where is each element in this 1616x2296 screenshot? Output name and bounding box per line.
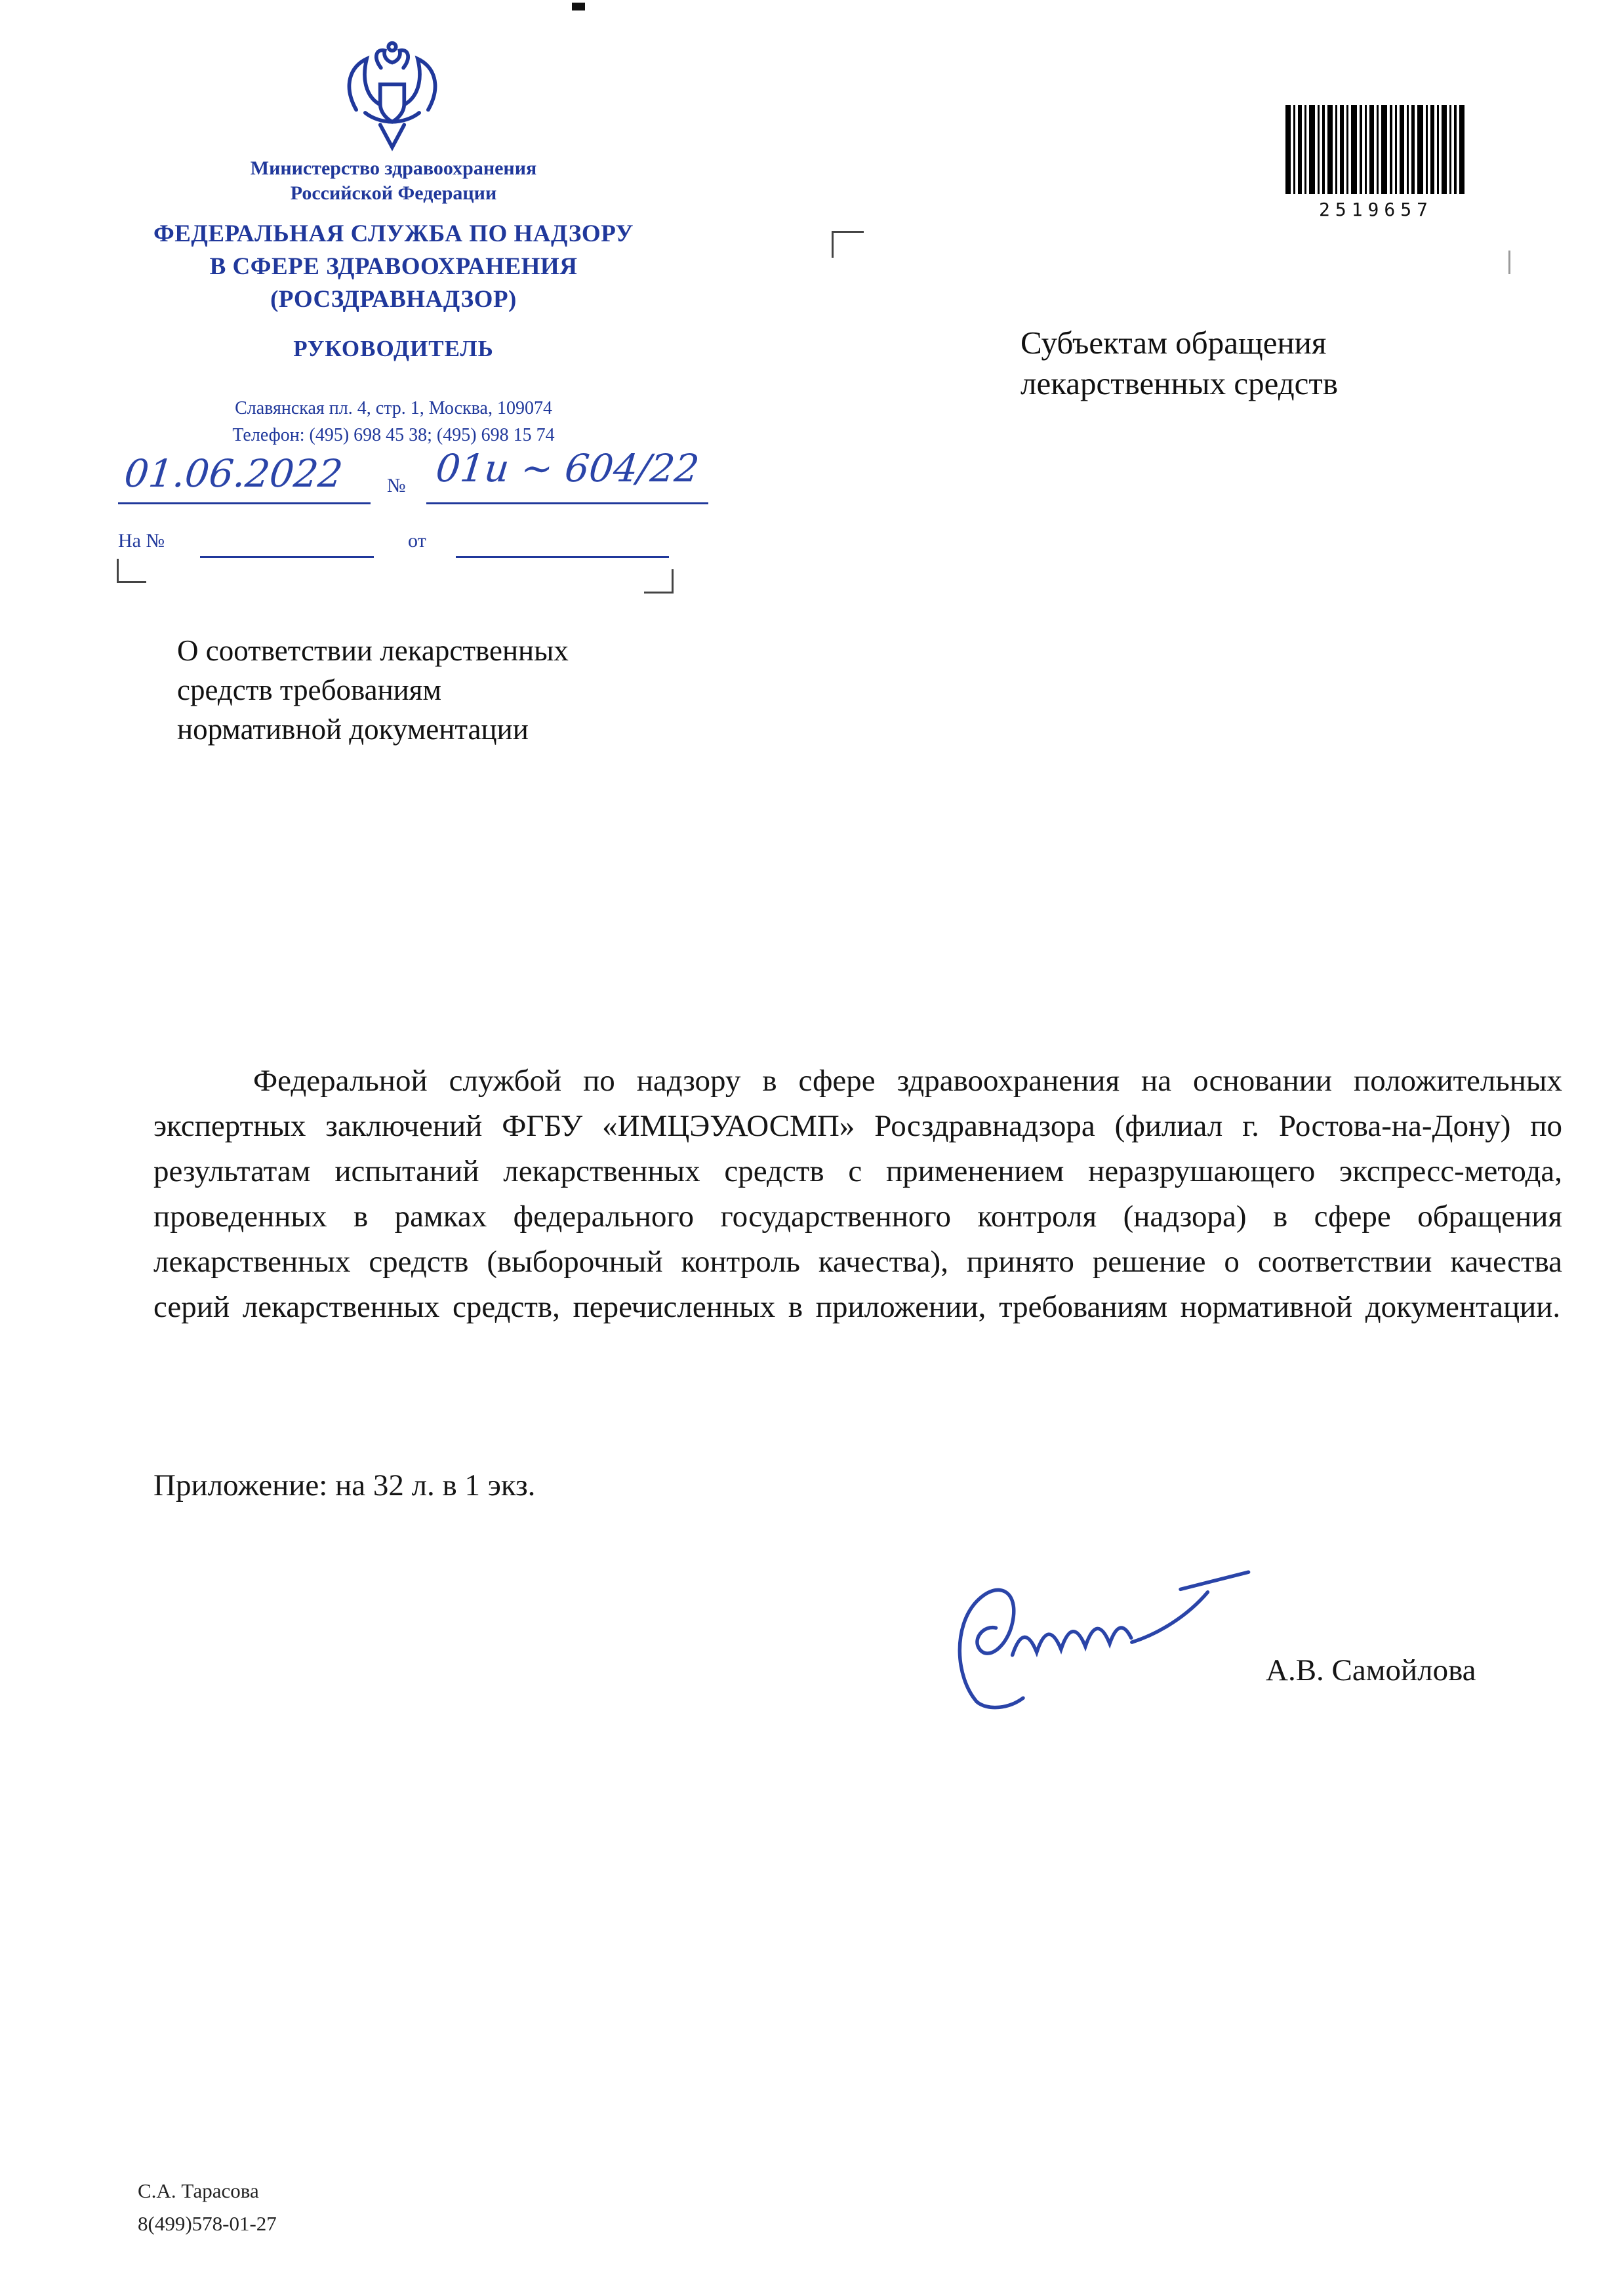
addressee-line-2: лекарственных средств — [1020, 365, 1338, 401]
handwritten-number: 01и ~ 604/22 — [434, 446, 702, 491]
executor-name: С.А. Тарасова — [138, 2179, 259, 2202]
margin-tick — [1508, 251, 1510, 274]
body-paragraph: Федеральной службой по надзору в сфере здравоохранения на основании положительных экспертных заключений ФГБУ «ИМЦЭУАОСМП» Росздравнадзора (филиал г. Ростова-на-Дону) по результатам испытаний лекарственных средств с применением неразрушающего экспресс-метода, проведенных в рамках федерального государственного контроля (надзора) в сфере обращения лекарственных средств (выборочный контроль качества), принято решение о соответствии качества серий лекарственных средств, перечисленных в приложении, требованиям нормативной документации. — [153, 1064, 1562, 1324]
subject-block — [177, 631, 569, 749]
ministry-line-1: Министерство здравоохранения — [250, 157, 537, 179]
signatory-name: А.В. Самойлова — [1266, 1653, 1476, 1687]
corner-mark-top — [832, 231, 864, 258]
barcode-block — [1284, 105, 1468, 220]
number-sign: № — [387, 475, 406, 496]
ref-na-label: На № — [118, 530, 165, 552]
corner-mark-bottom-left — [117, 559, 146, 583]
handwritten-date: 01.06.2022 — [122, 451, 345, 496]
phone-line: Телефон: (495) 698 45 38; (495) 698 15 74 — [232, 425, 555, 445]
subject-line-3: нормативной документации — [177, 713, 529, 746]
service-line-2: В СФЕРЕ ЗДРАВООХРАНЕНИЯ — [209, 253, 578, 280]
addressee-block — [1020, 323, 1338, 404]
executor-block — [138, 2175, 277, 2240]
scan-artifact — [572, 3, 585, 10]
service-line-3: (РОСЗДРАВНАДЗОР) — [270, 286, 517, 313]
ref-na-underline — [200, 556, 374, 558]
date-underline — [118, 502, 371, 504]
position-title: РУКОВОДИТЕЛЬ — [293, 336, 494, 361]
subject-line-1: О соответствии лекарственных — [177, 634, 569, 667]
ministry-line-2: Российской Федерации — [290, 182, 497, 204]
service-line-1: ФЕДЕРАЛЬНАЯ СЛУЖБА ПО НАДЗОРУ — [153, 220, 634, 247]
ref-ot-label: от — [408, 530, 426, 552]
ref-ot-underline — [456, 556, 669, 558]
addressee-line-1: Субъектам обращения — [1020, 325, 1327, 361]
corner-mark-bottom-right — [644, 569, 674, 594]
barcode-image — [1285, 105, 1466, 194]
coat-of-arms-eagle-icon — [340, 38, 445, 156]
handwritten-signature-icon — [944, 1548, 1259, 1744]
barcode-number: 2519657 — [1318, 199, 1433, 220]
number-underline — [426, 502, 708, 504]
service-header — [98, 218, 689, 316]
contact-block — [98, 395, 689, 449]
executor-phone: 8(499)578-01-27 — [138, 2212, 277, 2235]
subject-line-2: средств требованиям — [177, 674, 441, 706]
address-line: Славянская пл. 4, стр. 1, Москва, 109074 — [235, 398, 552, 418]
ministry-header — [98, 156, 689, 206]
attachment-line: Приложение: на 32 л. в 1 экз. — [153, 1468, 536, 1502]
